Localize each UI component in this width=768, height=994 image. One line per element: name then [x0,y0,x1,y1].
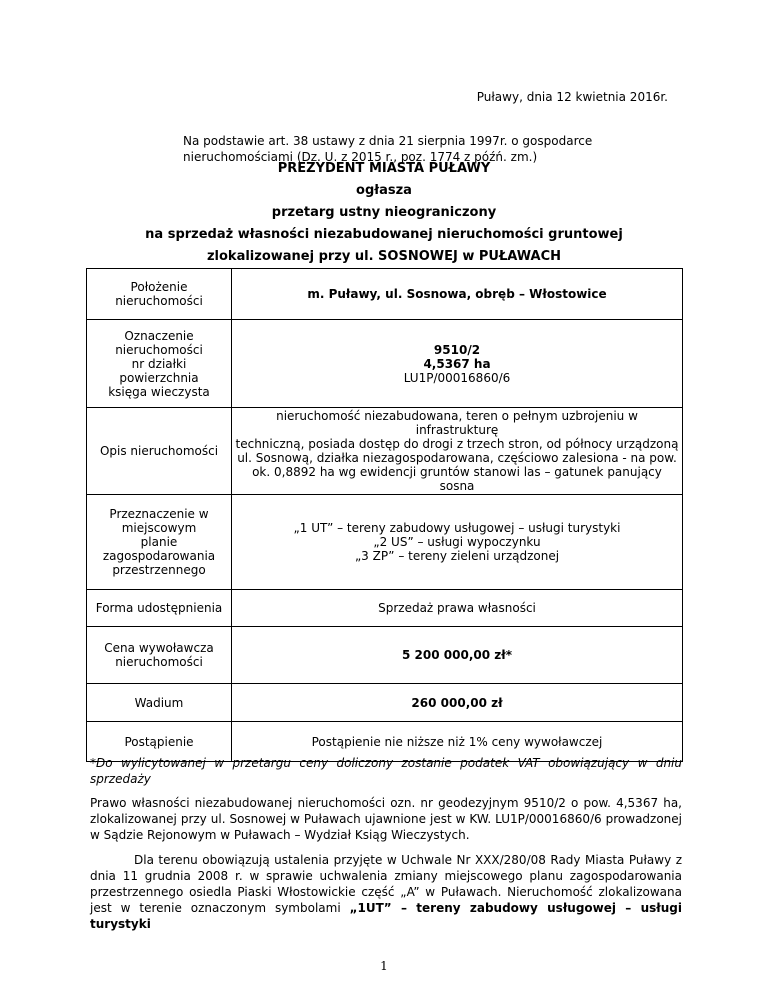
description-line: techniczną, posiada dostęp do drogi z trzech stron, od północy urządzoną [235,437,679,451]
label-text: nieruchomości [115,294,203,308]
value-cell: m. Puławy, ul. Sosnowa, obręb – Włostowice [232,269,683,320]
label-text: nr działki [131,356,187,371]
label-text: Przeznaczenie w [109,507,209,521]
announcement-heading [0,158,768,268]
label-text: zagospodarowania [102,549,216,563]
zoning-line: „3 ZP” – tereny zieleni urządzonej [354,549,560,563]
legal-basis-line: nieruchomościami (Dz. U. z 2015 r., poz. 1774 z późń. zm.) [183,150,538,164]
plot-number: 9510/2 [433,342,481,357]
table-row-description [87,408,683,495]
legal-basis-line: Na podstawie art. 38 ustawy z dnia 21 sierpnia 1997r. o gospodarce [183,134,593,148]
ownership-paragraph: Prawo własności niezabudowanej nieruchomości ozn. nr geodezyjnym 9510/2 o pow. 4,5367 ha, zlokalizowanej przy ul. Sosnowej w Puławach ujawnione jest w KW. LU1P/00016860/6 prowadzonej w Sądzie Rejonowym w Puławach – Wydział Ksiąg Wieczystych. [90,796,682,842]
heading-line: ogłasza [356,183,412,198]
label-cell [87,269,232,320]
document-date: Puławy, dnia 12 kwietnia 2016r. [476,90,668,104]
value-cell [232,408,683,495]
label-text: Oznaczenie [124,328,194,343]
plot-area: 4,5367 ha [423,356,491,371]
zoning-paragraph [90,852,682,932]
table-row-deposit [87,684,683,722]
label-cell [87,320,232,408]
table-row-identification [87,320,683,408]
vat-note: *Do wylicytowanej w przetargu ceny doliczony zostanie podatek VAT obowiązujący w dniu sprzedaży [90,756,682,786]
heading-line: zlokalizowanej przy ul. SOSNOWEJ w PUŁAWACH [206,249,562,264]
label-text: Cena wywoławcza [104,641,214,655]
heading-line: na sprzedaż własności niezabudowanej nieruchomości gruntowej [145,227,623,242]
zoning-line: „2 US” – usługi wypoczynku [373,535,541,549]
value-cell: Sprzedaż prawa własności [232,590,683,627]
label-text: nieruchomości [115,342,203,357]
table-row-price [87,627,683,684]
label-text: Położenie [130,280,188,294]
table-row-location [87,269,683,320]
label-text: nieruchomości [115,655,203,669]
zoning-line: „1 UT” – tereny zabudowy usługowej – usługi turystyki [293,521,621,535]
table-row-form [87,590,683,627]
label-cell [87,627,232,684]
label-cell: Postąpienie [87,722,232,762]
value-cell [232,320,683,408]
value-cell: Postąpienie nie niższe niż 1% ceny wywoławczej [232,722,683,762]
heading-line: przetarg ustny nieograniczony [271,205,497,220]
description-line: ok. 0,8892 ha wg ewidencji gruntów stanowi las – gatunek panujący sosna [252,465,662,493]
land-register-number: LU1P/00016860/6 [403,370,511,385]
value-cell: 5 200 000,00 zł* [232,627,683,684]
paragraph-bold-text: „1UT” – tereny zabudowy usługowej – usługi turystyki [90,901,682,931]
label-cell: Forma udostępnienia [87,590,232,627]
heading-line: PREZYDENT MIASTA PUŁAWY [277,161,491,176]
value-cell: 260 000,00 zł [232,684,683,722]
label-text: przestrzennego [112,563,206,577]
label-cell: Wadium [87,684,232,722]
description-line: ul. Sosnową, działka niezagospodarowana, częściowo zalesiona - na pow. [237,451,677,465]
label-cell [87,495,232,590]
label-text: planie [140,535,178,549]
table-row-zoning [87,495,683,590]
label-text: księga wieczysta [108,384,210,399]
value-cell [232,495,683,590]
page-number: 1 [380,959,388,973]
property-table [86,268,683,762]
description-line: nieruchomość niezabudowana, teren o pełnym uzbrojeniu w infrastrukturę [276,409,638,437]
label-text: powierzchnia [119,370,199,385]
label-cell: Opis nieruchomości [87,408,232,495]
paragraph-text: Dla terenu obowiązują ustalenia przyjęte w Uchwale Nr XXX/280/08 Rady Miasta Puławy z dnia 11 grudnia 2008 r. w sprawie uchwalenia zmiany miejscowego planu zagospodarowania przestrzennego osiedla Piaski Włostowickie część „A” w Puławach. Nieruchomość zlokalizowana jest w terenie oznaczonym symbolami [90,853,682,915]
label-text: miejscowym [121,521,197,535]
